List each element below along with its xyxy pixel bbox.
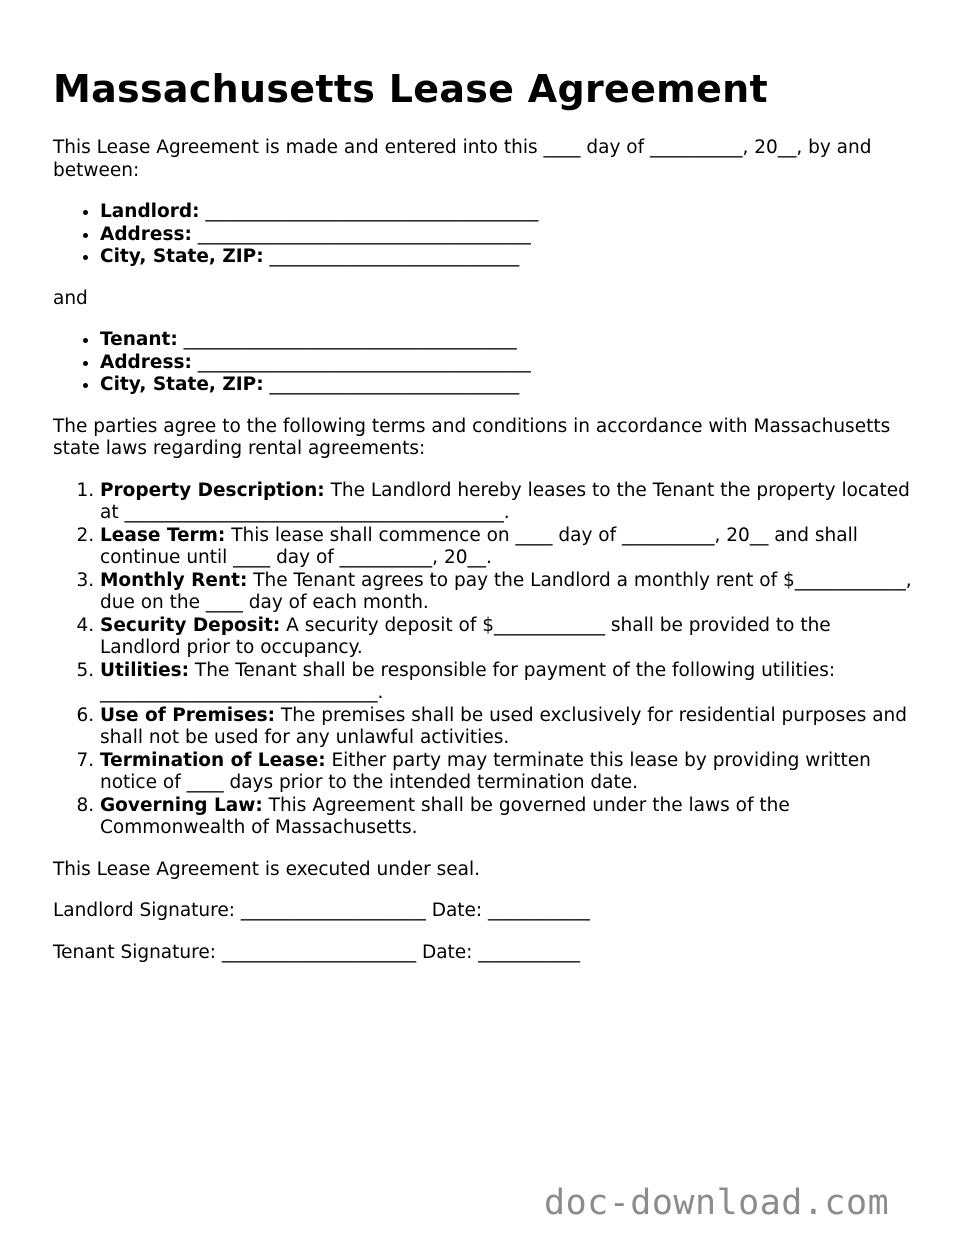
landlord-address-item [100, 224, 913, 247]
landlord-city-item [100, 246, 913, 269]
landlord-details-list [53, 201, 913, 269]
tenant-signature-line: Tenant Signature: _____________________ Date: ___________ [53, 941, 581, 963]
term-label: Property Description: [100, 479, 325, 501]
tenant-name-label: Tenant: [100, 329, 178, 350]
term-label: Lease Term: [100, 524, 226, 546]
term-label: Utilities: [100, 659, 190, 681]
tenant-details-list [53, 329, 913, 397]
seal-statement: This Lease Agreement is executed under seal. [53, 858, 480, 880]
term-item [100, 480, 913, 525]
landlord-city-blank: ___________________________ [263, 246, 520, 267]
intro-paragraph: This Lease Agreement is made and entered into this ____ day of __________, 20__, by and between: [53, 137, 872, 181]
tenant-address-blank: ____________________________________ [191, 351, 531, 373]
tenant-name-blank: ____________________________________ [177, 329, 517, 350]
tenant-city-label: City, State, ZIP: [100, 374, 264, 395]
terms-list [53, 480, 913, 840]
tenant-address-item [100, 352, 913, 375]
term-text: The Tenant agrees to pay the Landlord a monthly rent of $____________, due on the ____ day of each month. [100, 569, 912, 613]
tenant-address-label: Address: [100, 351, 192, 373]
term-item [100, 525, 913, 570]
term-text: The Tenant shall be responsible for payment of the following utilities: ______________________________. [100, 659, 836, 703]
term-text: Either party may terminate this lease by providing written notice of ____ days prior to the intended termination date. [100, 749, 871, 793]
tenant-city-item [100, 374, 913, 397]
term-item [100, 750, 913, 795]
term-item [100, 705, 913, 750]
term-text: This lease shall commence on ____ day of __________, 20__ and shall continue until ____ day of __________, 20__. [100, 524, 858, 568]
document-title: Massachusetts Lease Agreement [53, 67, 768, 111]
tenant-name-item [100, 329, 913, 352]
term-text: This Agreement shall be governed under the laws of the Commonwealth of Massachusetts. [100, 794, 790, 838]
terms-intro-paragraph: The parties agree to the following terms and conditions in accordance with Massachusetts state laws regarding rental agreements: [53, 415, 891, 459]
landlord-name-blank: ____________________________________ [199, 201, 539, 222]
term-text: The Landlord hereby leases to the Tenant the property located at _________________________________________. [100, 479, 910, 523]
term-label: Monthly Rent: [100, 569, 248, 591]
and-text: and [53, 287, 88, 309]
term-text: A security deposit of $____________ shall be provided to the Landlord prior to occupancy. [100, 614, 831, 658]
term-label: Termination of Lease: [100, 749, 326, 771]
landlord-address-blank: ____________________________________ [191, 223, 531, 245]
term-item [100, 615, 913, 660]
term-item [100, 795, 913, 840]
term-label: Governing Law: [100, 794, 263, 816]
landlord-name-label: Landlord: [100, 201, 200, 222]
landlord-address-label: Address: [100, 223, 192, 245]
document-page [53, 62, 913, 983]
landlord-name-item [100, 201, 913, 224]
term-item [100, 570, 913, 615]
landlord-city-label: City, State, ZIP: [100, 246, 264, 267]
term-item [100, 660, 913, 705]
site-watermark: doc-download.com [544, 1183, 890, 1223]
tenant-city-blank: ___________________________ [263, 374, 520, 395]
landlord-signature-line: Landlord Signature: ____________________ Date: ___________ [53, 900, 590, 921]
term-text: The premises shall be used exclusively for residential purposes and shall not be used for any unlawful activities. [100, 704, 908, 748]
term-label: Use of Premises: [100, 704, 276, 726]
term-label: Security Deposit: [100, 614, 281, 636]
